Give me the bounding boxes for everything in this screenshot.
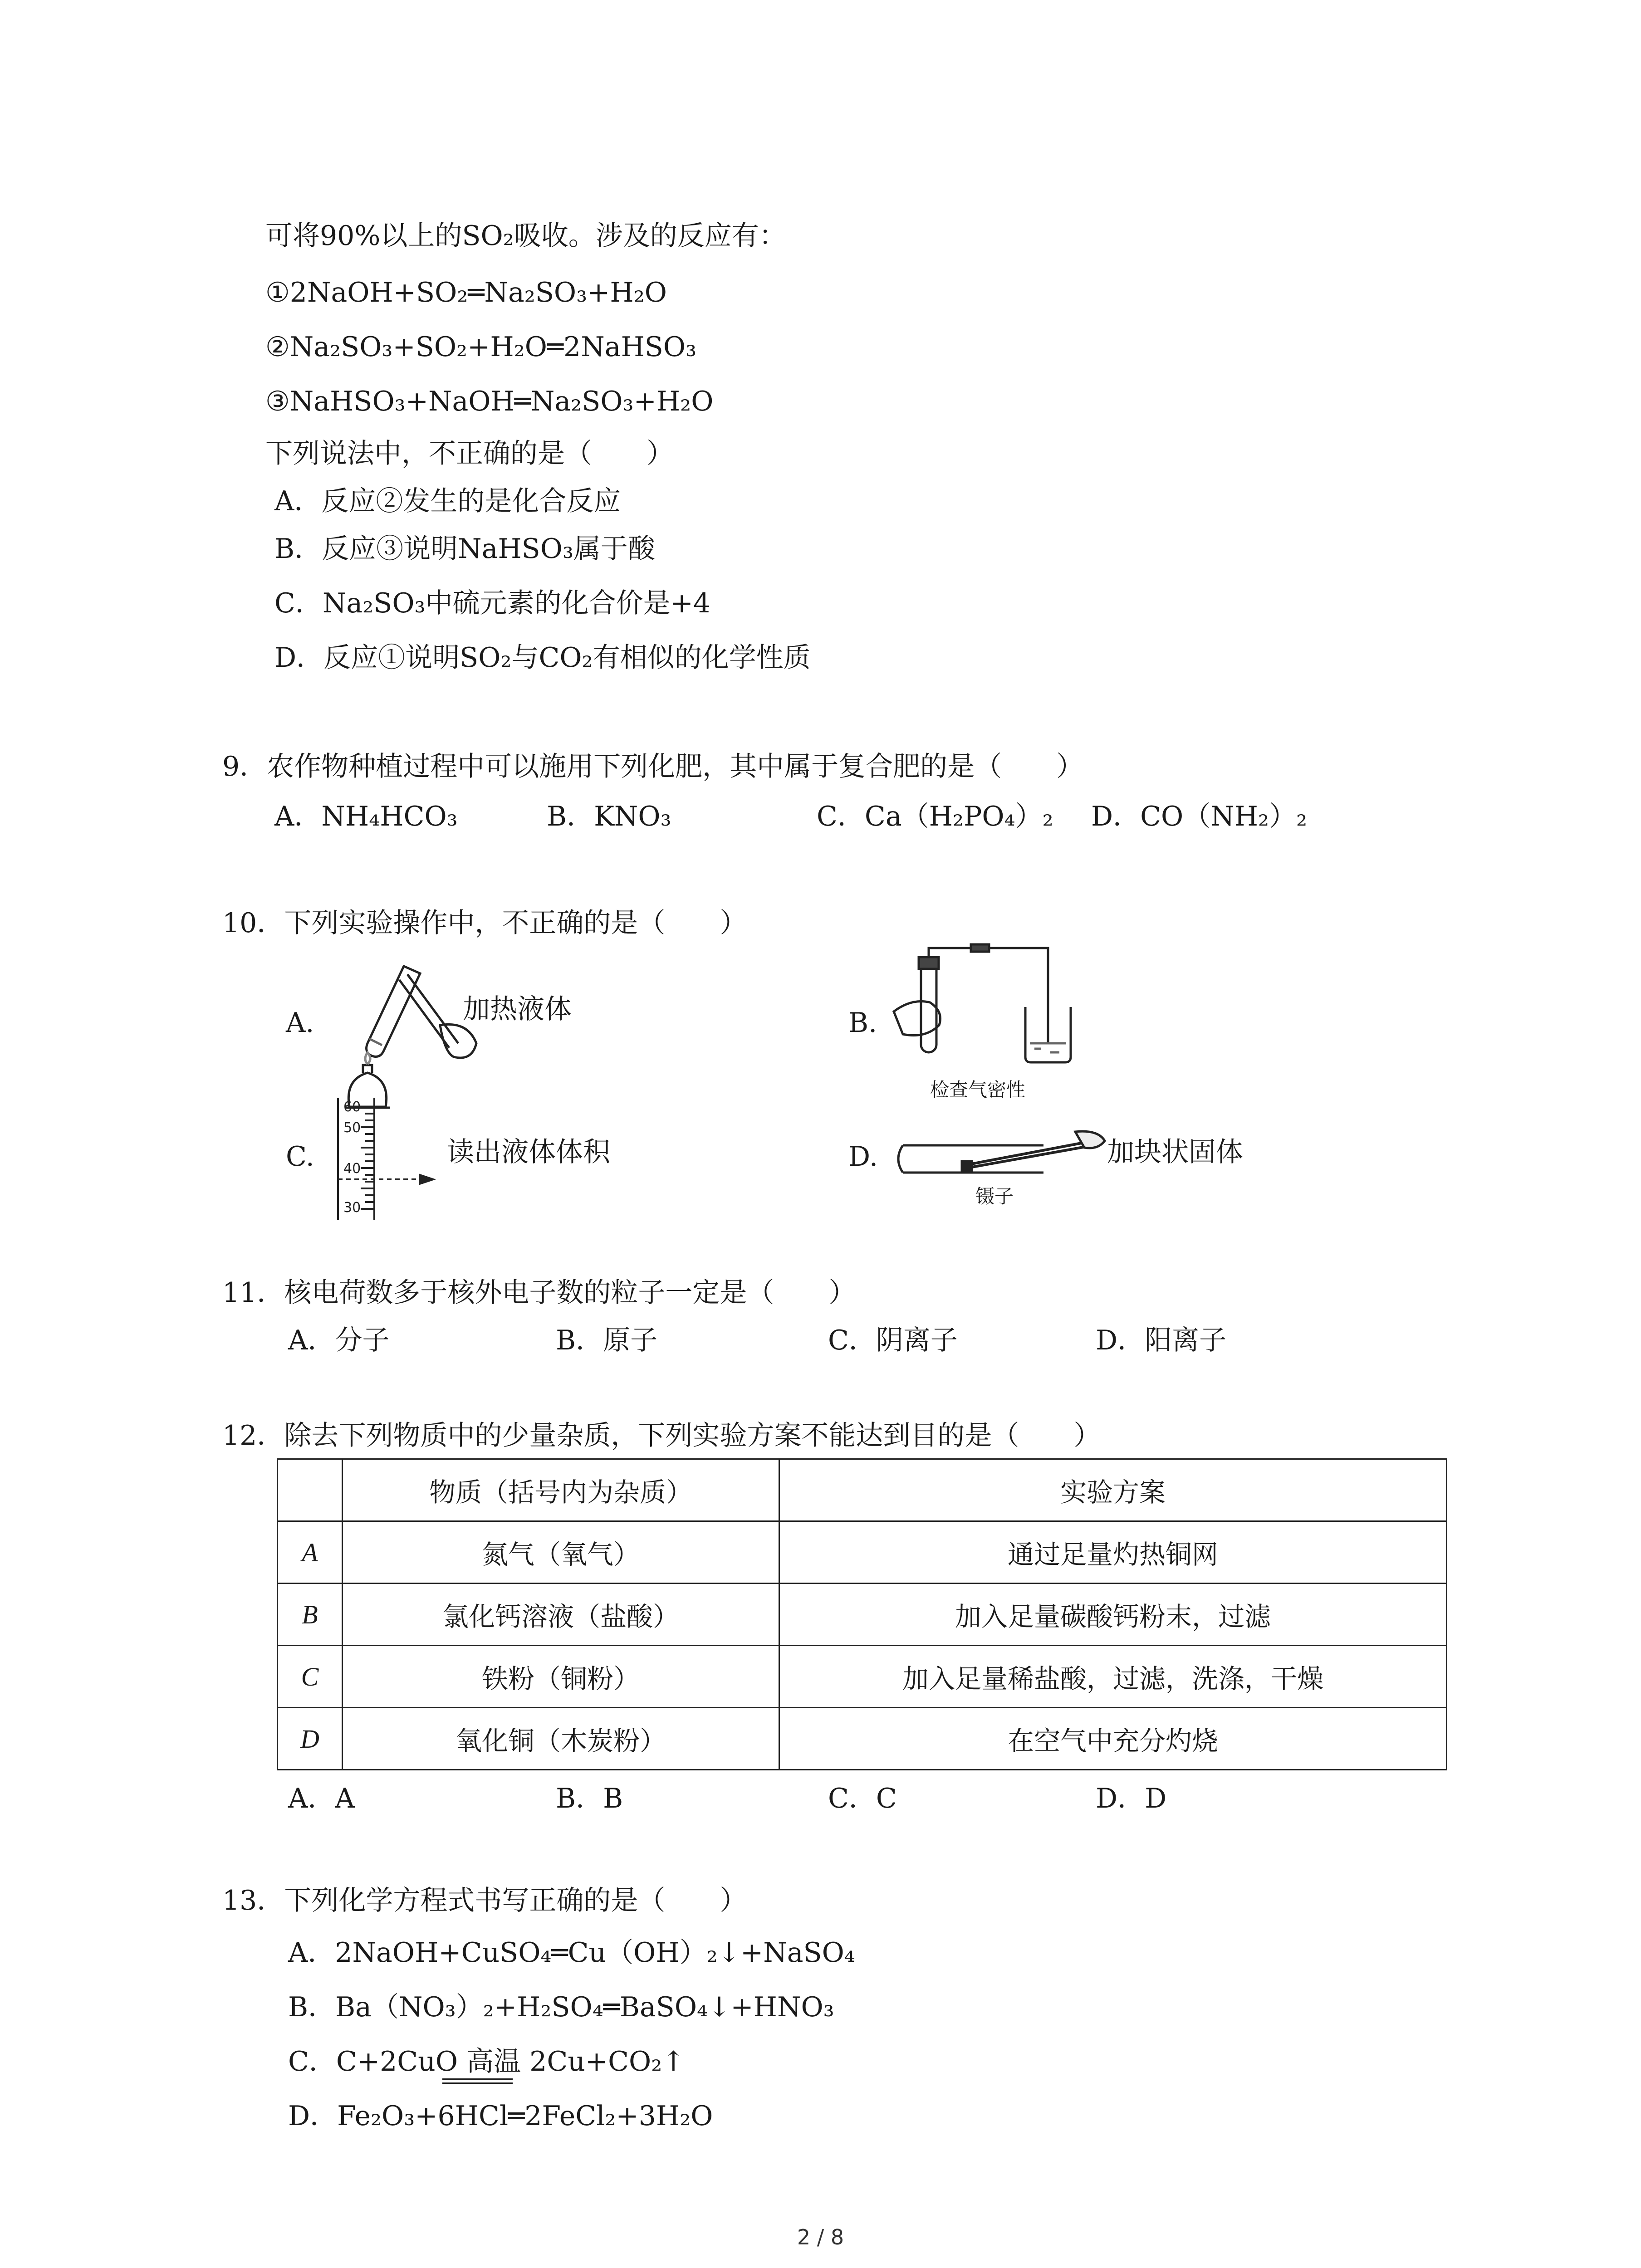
q10-caption-b: 检查气密性 — [930, 1079, 1026, 1101]
q9-option-c: C．Ca（H₂PO₄）₂ — [817, 801, 1053, 832]
table-cell: 加入足量稀盐酸，过滤，洗涤，干燥 — [779, 1646, 1447, 1708]
q9-stem: 9．农作物种植过程中可以施用下列化肥，其中属于复合肥的是（ ） — [222, 751, 1084, 782]
table-cell: C — [278, 1646, 343, 1708]
q8-option-c: C．Na₂SO₃中硫元素的化合价是+4 — [274, 587, 711, 619]
q9-option-b: B．KNO₃ — [547, 801, 671, 832]
table-row — [278, 1646, 1447, 1708]
q8-intro: 可将90%以上的SO₂吸收。涉及的反应有： — [265, 220, 786, 252]
q10-letter-a: A. — [286, 1007, 314, 1039]
cylinder-tick-30: 30 — [343, 1200, 361, 1216]
q10-caption-d: 加块状固体 — [1107, 1136, 1243, 1168]
adding-solid-illustration — [894, 1132, 1107, 1186]
q10-letter-d: D. — [848, 1141, 878, 1173]
q11-option-b: B．原子 — [556, 1325, 658, 1356]
q9-option-d: D．CO（NH₂）₂ — [1091, 801, 1308, 832]
q9-option-a: A．NH₄HCO₃ — [274, 801, 458, 832]
q8-option-a: A．反应②发生的是化合反应 — [274, 485, 621, 517]
q11-stem: 11．核电荷数多于核外电子数的粒子一定是（ ） — [222, 1277, 856, 1309]
table-cell: 在空气中充分灼烧 — [779, 1708, 1447, 1770]
reaction-condition-double-line — [442, 2078, 513, 2084]
q11-option-c: C．阴离子 — [828, 1325, 958, 1356]
q13-option-c: C．C+2CuO 高温 2Cu+CO₂↑ — [288, 2046, 685, 2077]
q10-caption-a: 加热液体 — [463, 993, 572, 1025]
table-cell: 铁粉（铜粉） — [343, 1646, 779, 1708]
q10-caption-c: 读出液体体积 — [447, 1136, 610, 1168]
q10-stem: 10．下列实验操作中，不正确的是（ ） — [222, 907, 747, 939]
q11-option-d: D．阳离子 — [1096, 1325, 1227, 1356]
table-cell: 氮气（氧气） — [343, 1521, 779, 1584]
q8-reaction-1: ①2NaOH+SO₂═Na₂SO₃+H₂O — [265, 277, 667, 308]
page-number: 2 / 8 — [797, 2225, 844, 2249]
cylinder-tick-60: 60 — [343, 1099, 361, 1115]
q10-letter-c: C. — [286, 1141, 314, 1173]
table-cell: 加入足量碳酸钙粉末，过滤 — [779, 1584, 1447, 1646]
q8-option-b: B．反应③说明NaHSO₃属于酸 — [274, 533, 656, 565]
q8-reaction-3: ③NaHSO₃+NaOH═Na₂SO₃+H₂O — [265, 386, 714, 417]
table-cell: 氯化钙溶液（盐酸） — [343, 1584, 779, 1646]
q13-option-b: B．Ba（NO₃）₂+H₂SO₄═BaSO₄↓+HNO₃ — [288, 1991, 834, 2023]
q12-table — [277, 1458, 1447, 1770]
table-cell: 通过足量灼热铜网 — [779, 1521, 1447, 1584]
table-row — [278, 1521, 1447, 1584]
table-cell: D — [278, 1708, 343, 1770]
q12-option-a: A．A — [288, 1783, 355, 1814]
table-cell: B — [278, 1584, 343, 1646]
table-header-row — [278, 1459, 1447, 1521]
q12-stem: 12．除去下列物质中的少量杂质，下列实验方案不能达到目的是（ ） — [222, 1420, 1101, 1452]
table-cell: A — [278, 1521, 343, 1584]
q12-option-b: B．B — [556, 1783, 623, 1814]
cylinder-tick-50: 50 — [343, 1120, 361, 1136]
table-cell: 氧化铜（木炭粉） — [343, 1708, 779, 1770]
graduated-cylinder-illustration — [333, 1098, 456, 1220]
table-header-cell — [278, 1459, 343, 1521]
heating-liquid-illustration — [336, 957, 485, 1116]
q12-option-c: C．C — [828, 1783, 897, 1814]
table-header-cell: 实验方案 — [779, 1459, 1447, 1521]
q13-stem: 13．下列化学方程式书写正确的是（ ） — [222, 1885, 747, 1916]
table-row — [278, 1708, 1447, 1770]
q12-option-d: D．D — [1096, 1783, 1167, 1814]
airtightness-check-illustration — [894, 943, 1075, 1075]
cylinder-tick-40: 40 — [343, 1161, 361, 1177]
q8-stem: 下列说法中，不正确的是（ ） — [265, 438, 674, 469]
q8-reaction-2: ②Na₂SO₃+SO₂+H₂O═2NaHSO₃ — [265, 331, 697, 363]
q13-option-d: D．Fe₂O₃+6HCl═2FeCl₂+3H₂O — [288, 2100, 713, 2132]
table-row — [278, 1584, 1447, 1646]
q10-caption-d-tool: 镊子 — [975, 1185, 1014, 1207]
q11-option-a: A．分子 — [288, 1325, 390, 1356]
q8-option-d: D．反应①说明SO₂与CO₂有相似的化学性质 — [274, 642, 811, 674]
table-header-cell: 物质（括号内为杂质） — [343, 1459, 779, 1521]
q10-letter-b: B. — [848, 1007, 877, 1039]
q13-option-a: A．2NaOH+CuSO₄═Cu（OH）₂↓+NaSO₄ — [288, 1937, 855, 1969]
